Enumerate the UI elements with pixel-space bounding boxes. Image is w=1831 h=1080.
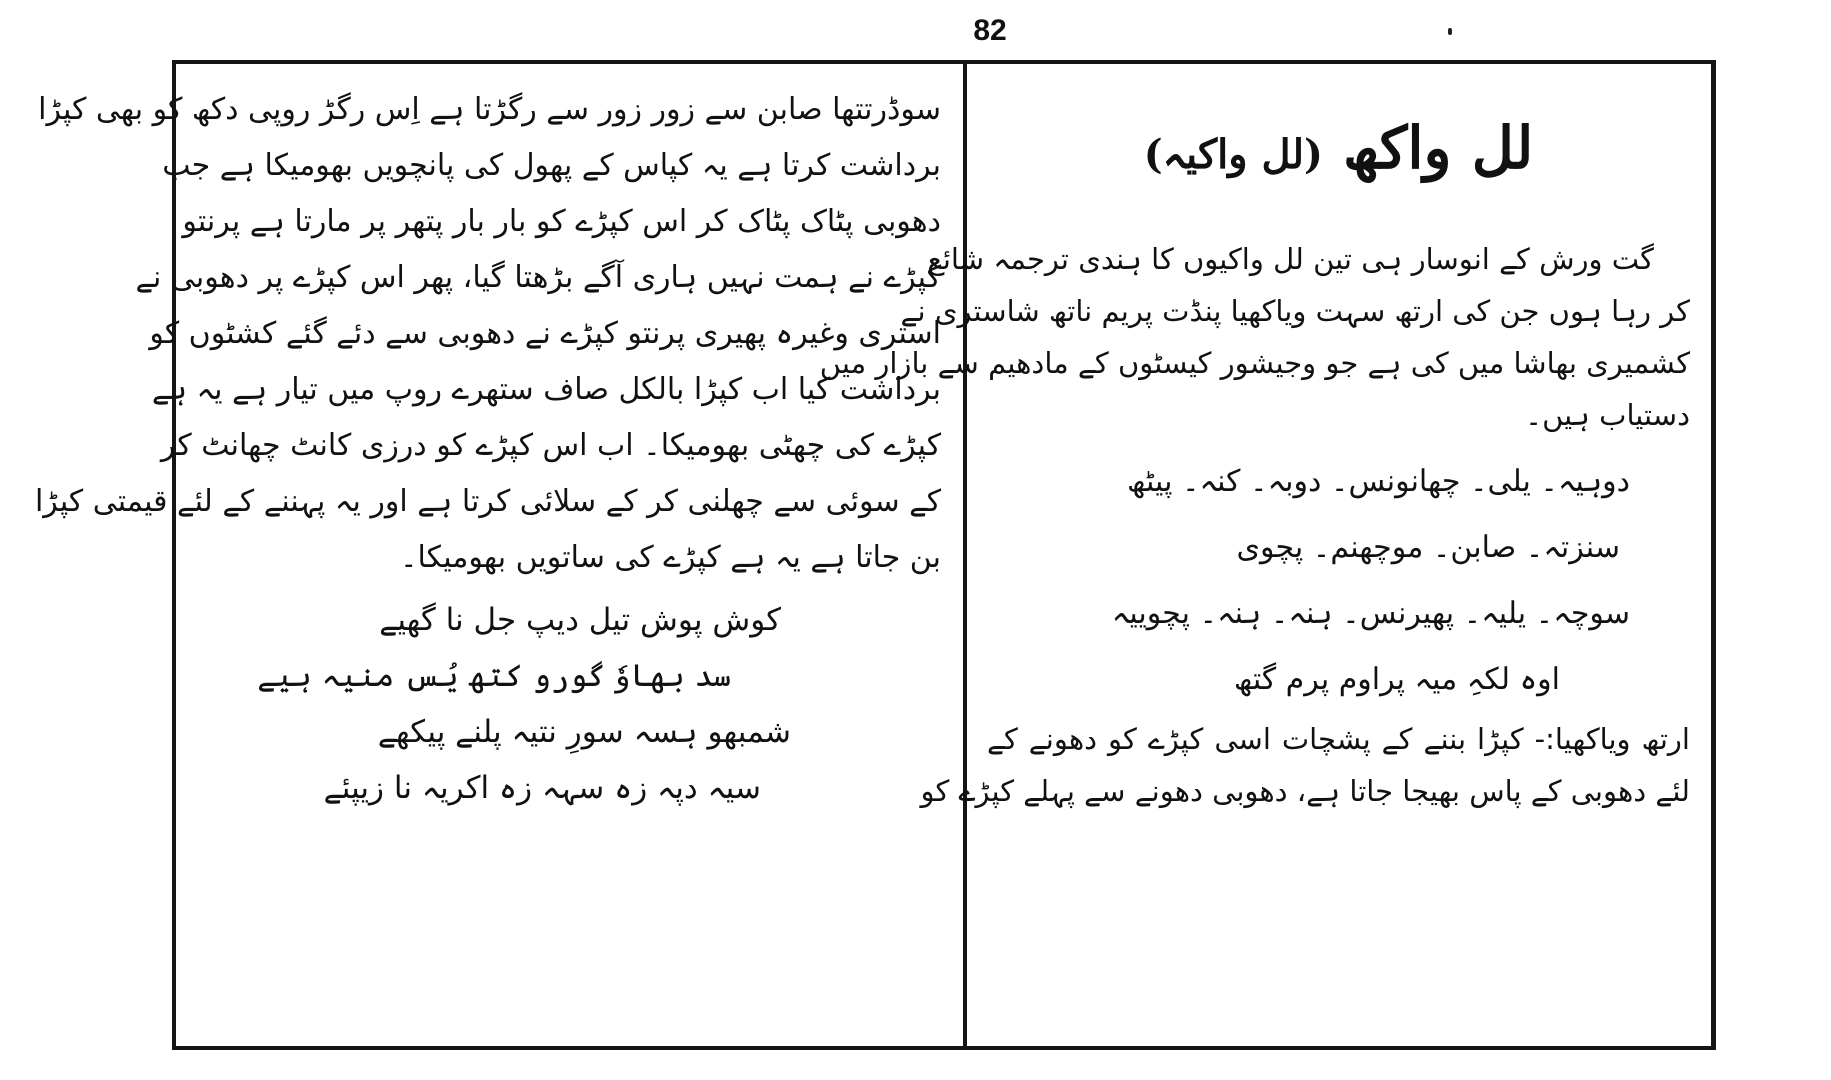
intro-line: دستیاب ہیں۔ <box>1525 398 1690 432</box>
prose-line: کے سوئی سے چھلنی کر کے سلائی کرتا ہے اور یہ پہننے کے لئے قیمتی کپڑا <box>34 484 941 519</box>
prose-line: بن جاتا ہے یہ ہے کپڑے کی ساتویں بھومیکا۔ <box>399 540 941 575</box>
verse-line: سیہ دپہ زہ سہہ زہ اکریہ نا زیپئے <box>323 770 761 806</box>
left-column <box>34 60 963 1050</box>
title-sub: (لل واکیہ) <box>1143 131 1323 178</box>
prose-line: استری وغیرہ پھیری پرنتو کپڑے نے دھوبی سے دئے گئے کشٹوں کو <box>149 316 941 351</box>
ink-dot <box>1448 28 1452 35</box>
verse-line: سوچہ۔ یلیہ۔ پھیرنس۔ ہنہ۔ ہنہ۔ پچوییہ <box>1111 596 1630 631</box>
verse-line: شمبھو ہسہ سورِ نتیہ پلنے پیکھے <box>377 714 791 750</box>
intro-line: گت ورش کے انوسار ہی تین لل واکیوں کا ہندی ترجمہ شائع <box>927 242 1654 276</box>
prose-line: کپڑے نے ہمت نہیں ہاری آگے بڑھتا گیا، پھر اس کپڑے پر دھوبی نے <box>135 260 941 295</box>
prose-line: برداشت کیا اب کپڑا بالکل صاف ستھرے روپ میں تیار ہے یہ ہے <box>151 372 941 407</box>
page-number: 82 <box>973 14 1007 47</box>
left-prose <box>34 82 941 586</box>
verse-line: کوش پوش تیل دیپ جل نا گھیے <box>379 602 781 638</box>
prose-line: سوڈرتتھا صابن سے زور زور سے رگڑتا ہے اِس رگڑ روپی دکھ کو بھی کپڑا <box>38 92 941 127</box>
right-column <box>819 60 1712 1050</box>
left-verses <box>196 592 941 816</box>
title-main: لل واکھ <box>1343 114 1534 182</box>
verse-line: دوہیہ۔ یلی۔ چھانونس۔ دوبہ۔ کنہ۔ پیٹھ <box>1127 464 1630 499</box>
verse-line: اوہ لکہِ میہ پراوم پرم گتھ <box>1233 662 1560 697</box>
prose-line: کپڑے کی چھٹی بھومیکا۔ اب اس کپڑے کو درزی کانٹ چھانٹ کر <box>160 428 941 463</box>
intro-paragraph <box>819 233 1690 441</box>
meaning-line: لئے دھوبی کے پاس بھیجا جاتا ہے، دھوبی دھونے سے پہلے کپڑے کو <box>920 774 1690 808</box>
prose-line: دھوبی پٹاک پٹاک کر اس کپڑے کو بار بار پتھر پر مارتا ہے پرنتو <box>182 204 941 239</box>
vakh-verse <box>987 449 1690 713</box>
prose-line: برداشت کرتا ہے یہ کپاس کے پھول کی پانچویں بھومیکا ہے جب <box>162 148 941 183</box>
article-title <box>987 108 1690 195</box>
meaning-line: ارتھ ویاکھیا:- کپڑا بننے کے پشچات اسی کپڑے کو دھونے کے <box>987 722 1690 756</box>
verse-line: سنزتہ۔ صابن۔ موچھنم۔ پچوی <box>1236 530 1620 565</box>
verse-line: سد بھاوٗ گورو کتھ یُس منیہ ہیے <box>257 658 731 694</box>
intro-line: کر رہا ہوں جن کی ارتھ سہت ویاکھیا پنڈت پریم ناتھ شاستری نے <box>900 294 1690 328</box>
intro-line: کشمیری بھاشا میں کی ہے جو وجیشور کیسٹوں کے مادھیم سے بازار میں <box>819 346 1690 380</box>
meaning-paragraph <box>920 713 1690 817</box>
